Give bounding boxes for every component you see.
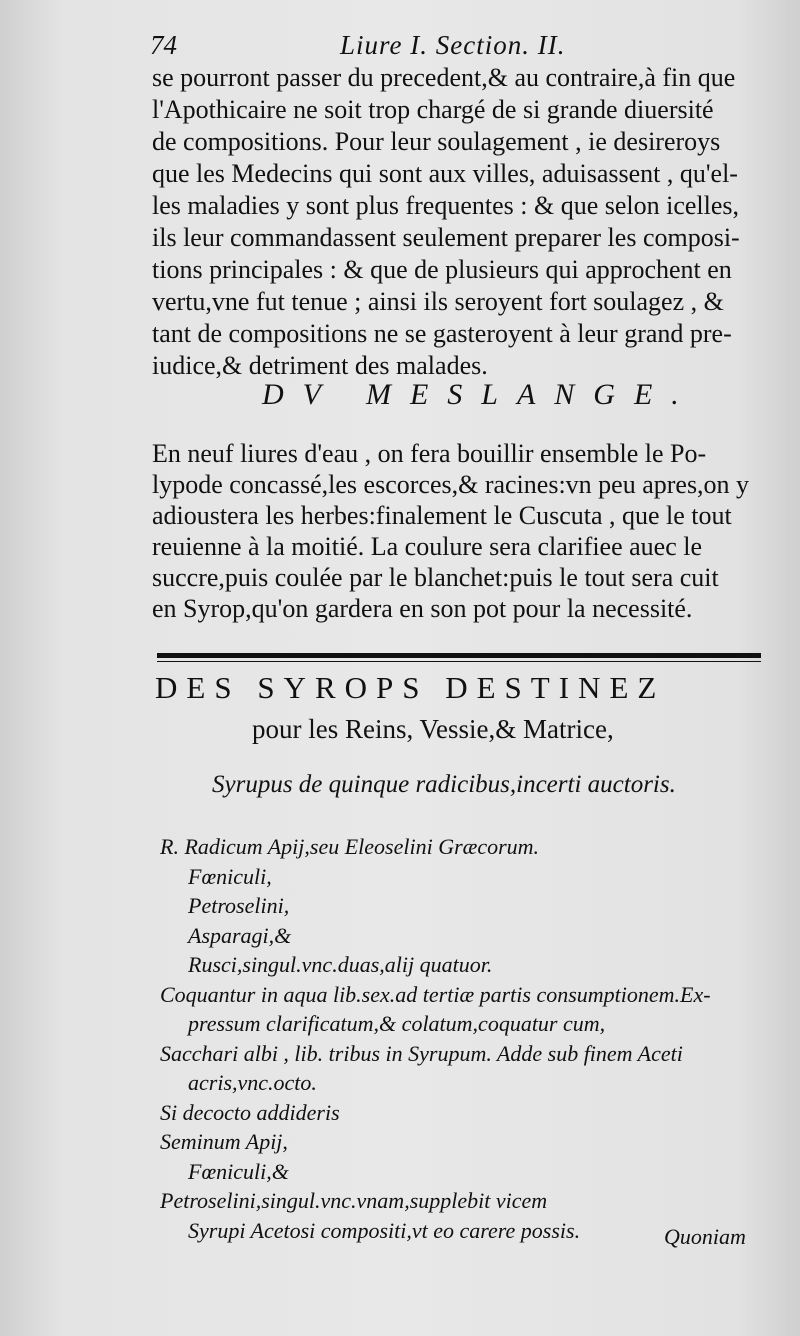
recipe-line: acris,vnc.octo. <box>188 1070 317 1095</box>
text-line: que les Medecins qui sont aux villes, aduisassent , qu'el- <box>152 159 738 188</box>
text-line: en Syrop,qu'on gardera en son pot pour la necessité. <box>152 594 693 623</box>
text-line: tant de compositions ne se gasteroyent à leur grand pre- <box>152 319 732 348</box>
recipe-line: Asparagi,& <box>188 922 292 948</box>
recipe-line: Fœniculi,& <box>188 1158 289 1184</box>
recipe-block <box>160 832 766 1245</box>
recipe-title: Syrupus de quinque radicibus,incerti auctoris. <box>212 771 676 798</box>
text-line: se pourront passer du precedent,& au contraire,à fin que <box>152 63 736 92</box>
paragraph-meslange <box>152 438 764 624</box>
text-line: de compositions. Pour leur soulagement , ie desireroys <box>152 127 721 156</box>
recipe-line: Coquantur in aqua lib.sex.ad tertiæ partis consumptionem.Ex- <box>160 981 711 1007</box>
recipe-line: Sacchari albi , lib. tribus in Syrupum. Adde sub finem Aceti <box>160 1040 683 1066</box>
text-line: succre,puis coulée par le blanchet:puis le tout sera cuit <box>152 563 719 592</box>
running-title: Liure I. Section. II. <box>340 30 566 60</box>
recipe-line: Fœniculi, <box>188 863 272 889</box>
heading-meslange: DV MESLANGE. <box>262 378 698 411</box>
text-line: lypode concassé,les escorces,& racines:vn peu apres,on y <box>152 470 750 499</box>
section-rule-thick <box>157 653 761 658</box>
text-line: les maladies y sont plus frequentes : & que selon icelles, <box>152 191 740 220</box>
section-heading: DES SYROPS DESTINEZ <box>155 670 666 705</box>
recipe-line: Seminum Apij, <box>160 1129 288 1154</box>
text-line: En neuf liures d'eau , on fera bouillir ensemble le Po- <box>152 439 707 468</box>
recipe-line: R. Radicum Apij,seu Eleoselini Græcorum. <box>160 834 540 859</box>
recipe-line: Syrupi Acetosi compositi,vt eo carere possis. <box>188 1217 581 1243</box>
text-line: reuienne à la moitié. La coulure sera clarifiee auec le <box>152 532 703 561</box>
text-line: iudice,& detriment des malades. <box>152 351 488 380</box>
catchword: Quoniam <box>664 1224 746 1249</box>
text-line: vertu,vne fut tenue ; ainsi ils seroyent fort soulagez , & <box>152 287 724 316</box>
text-line: ils leur commandassent seulement preparer les composi- <box>152 223 740 252</box>
recipe-line: pressum clarificatum,& colatum,coquatur cum, <box>188 1011 606 1036</box>
recipe-line: Si decocto addideris <box>160 1099 340 1125</box>
text-line: l'Apothicaire ne soit trop chargé de si grande diuersité <box>152 95 714 124</box>
recipe-line: Petroselini,singul.vnc.vnam,supplebit vicem <box>160 1188 548 1213</box>
text-line: adioustera les herbes:finalement le Cuscuta , que le tout <box>152 501 732 530</box>
recipe-line: Rusci,singul.vnc.duas,alij quatuor. <box>188 952 493 977</box>
text-line: tions principales : & que de plusieurs qui approchent en <box>152 255 732 284</box>
page-number: 74 <box>150 30 177 60</box>
paragraph-apothecary <box>152 62 764 382</box>
section-subheading: pour les Reins, Vessie,& Matrice, <box>252 714 614 744</box>
section-rule-thin <box>157 661 761 662</box>
recipe-line: Petroselini, <box>188 893 290 918</box>
